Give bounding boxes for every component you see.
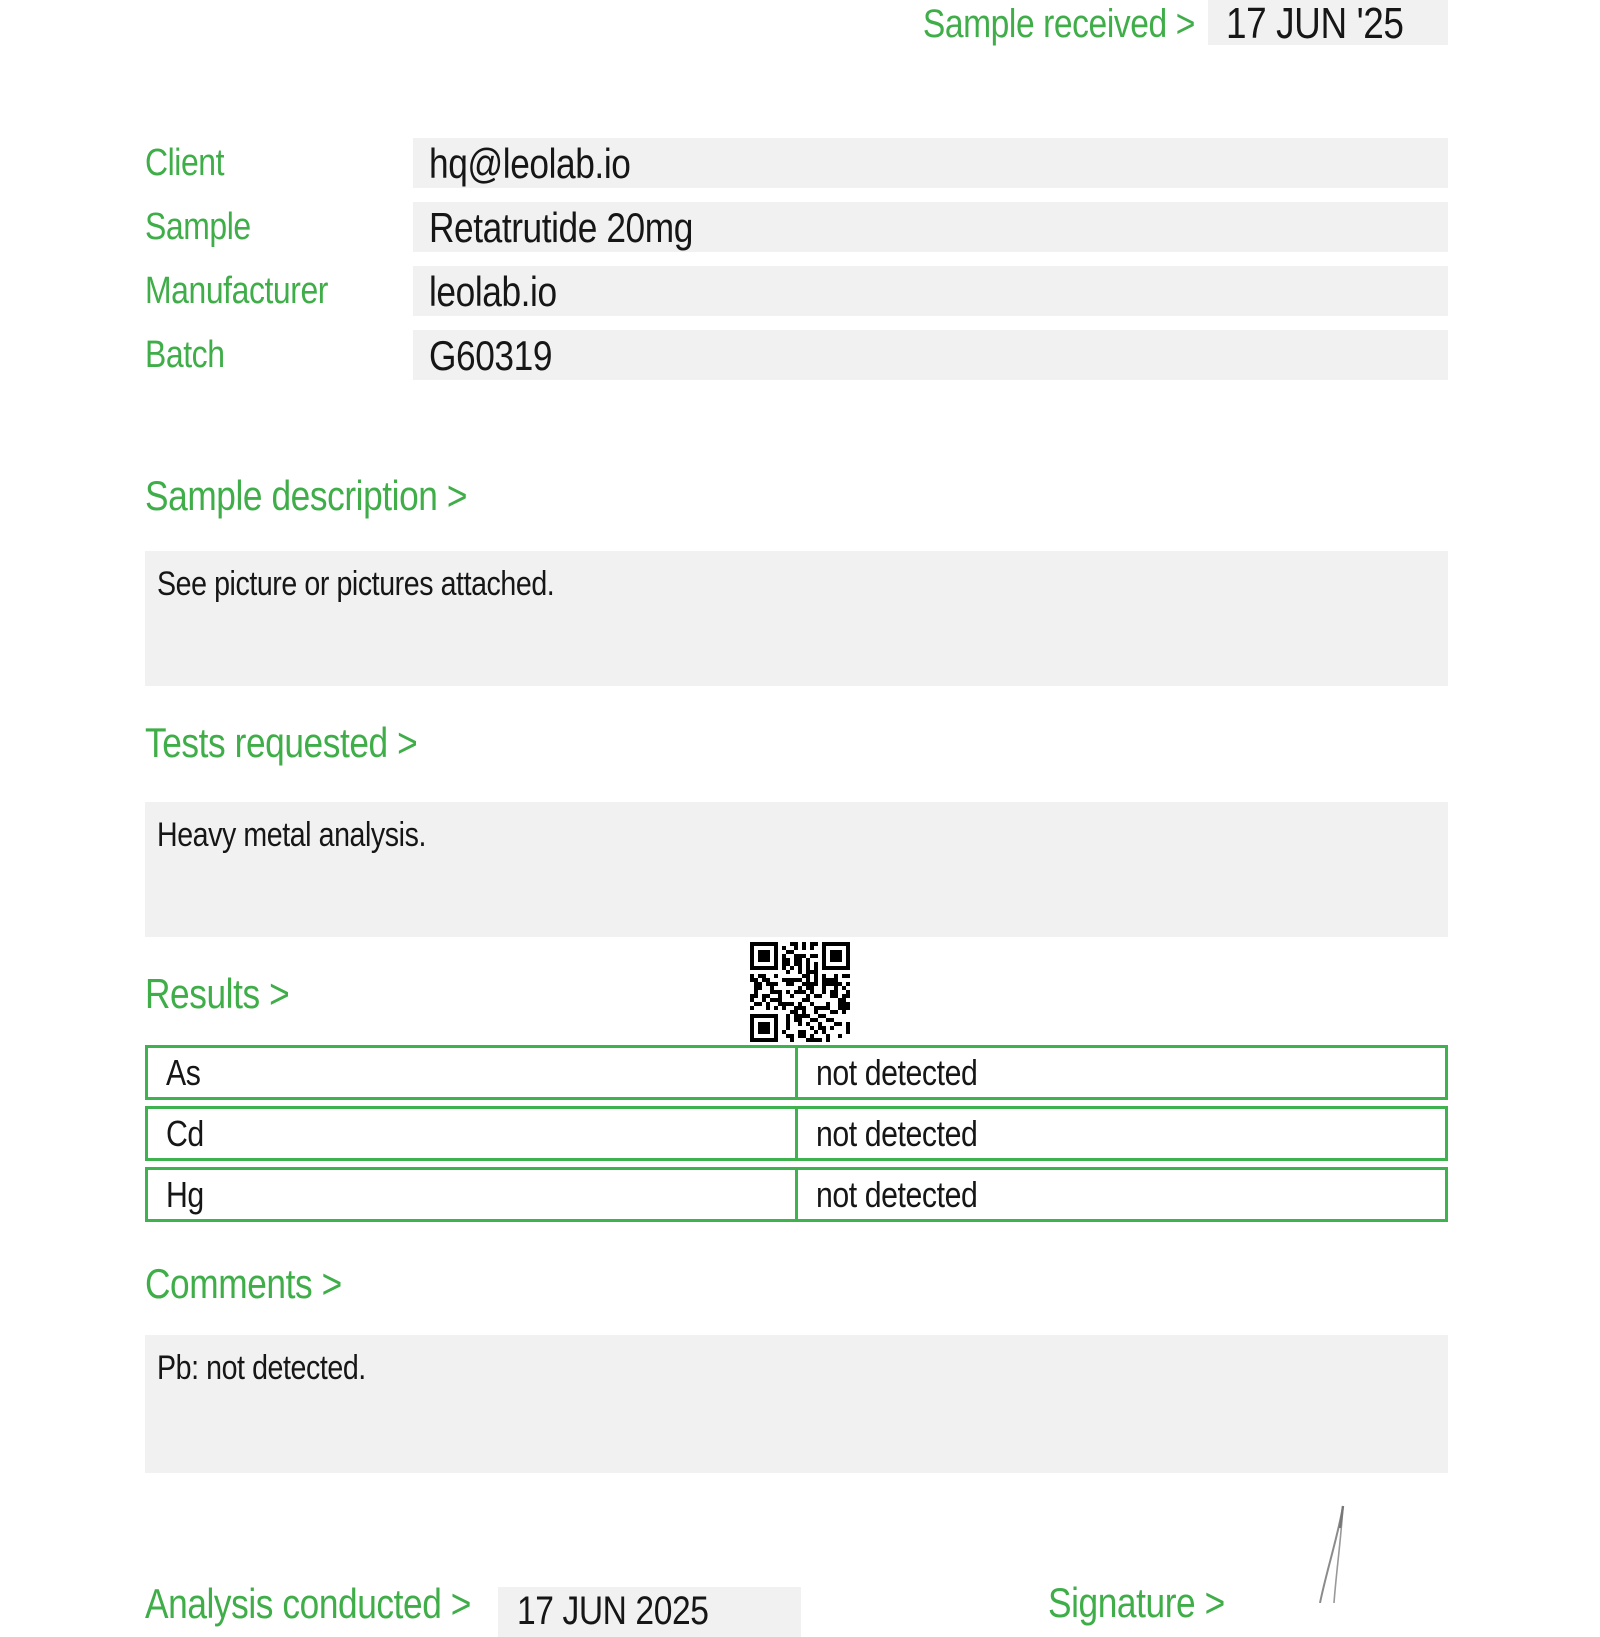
section-heading-results: Results > [145,970,290,1017]
signature-stroke [1285,1488,1375,1603]
field-value-batch: G60319 [413,330,1448,380]
analyte-cell: Cd [166,1113,204,1154]
field-label-sample: Sample [145,206,251,248]
table-row-cd [145,1106,1448,1161]
analyte-cell: Hg [166,1174,204,1215]
section-heading-comments: Comments > [145,1260,342,1307]
table-row-as [145,1045,1448,1100]
section-heading-sample-description: Sample description > [145,472,468,519]
result-cell: not detected [816,1174,978,1215]
field-value-sample: Retatrutide 20mg [413,202,1448,252]
field-label-client: Client [145,142,225,184]
analysis-conducted-label: Analysis conducted > [145,1580,471,1627]
qr-code [750,942,850,1042]
sample-received-date: 17 JUN '25 [1208,0,1448,45]
results-table [145,1045,1448,1228]
analysis-conducted-date: 17 JUN 2025 [498,1587,801,1637]
qr-code-svg [750,942,850,1042]
field-label-manufacturer: Manufacturer [145,270,329,312]
result-cell: not detected [816,1113,978,1154]
sample-description-box: See picture or pictures attached. [145,551,1448,686]
field-value-manufacturer: leolab.io [413,266,1448,316]
sample-received-label: Sample received > [922,2,1195,46]
tests-requested-box: Heavy metal analysis. [145,802,1448,937]
result-cell: not detected [816,1052,978,1093]
signature-label: Signature > [1048,1579,1225,1626]
comments-box: Pb: not detected. [145,1335,1448,1473]
field-value-client: hq@leolab.io [413,138,1448,188]
table-row-hg [145,1167,1448,1222]
analyte-cell: As [166,1052,201,1093]
field-label-batch: Batch [145,334,225,376]
section-heading-tests-requested: Tests requested > [145,719,418,766]
